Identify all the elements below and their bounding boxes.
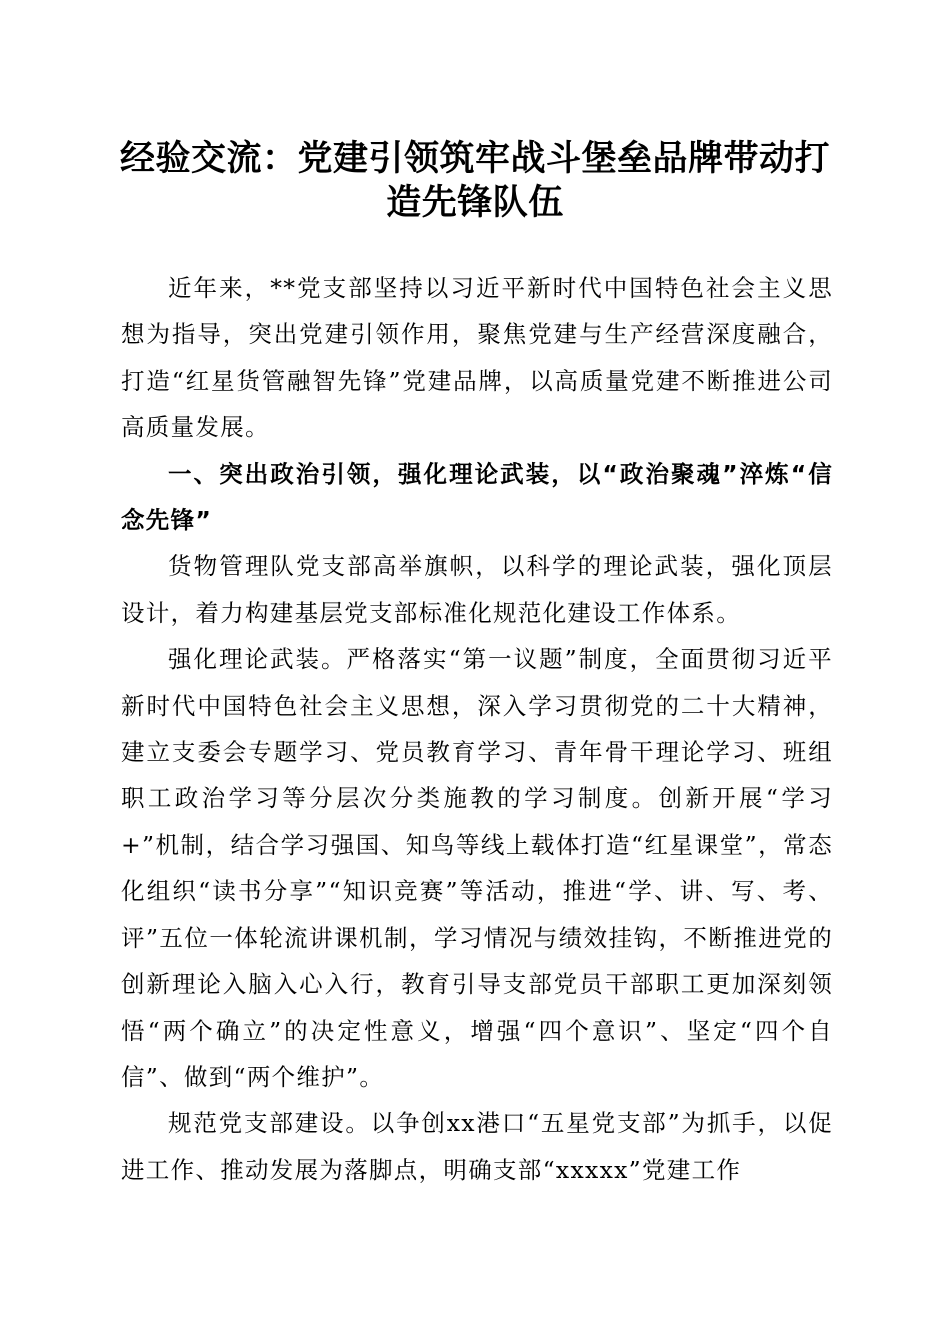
section-heading-1: 一、突出政治引领，强化理论武装，以“政治聚魂”淬炼“信念先锋” xyxy=(121,459,833,535)
document-title-line-1: 经验交流：党建引领筑牢战斗堡垒品牌带动打 xyxy=(119,138,830,179)
paragraph-section-1-intro: 货物管理队党支部高举旗帜，以科学的理论武装，强化顶层设计，着力构建基层党支部标准化规范化建设工作体系。 xyxy=(121,552,833,627)
document-body xyxy=(121,265,833,1193)
document-title-line-2: 造先锋队伍 xyxy=(386,182,564,223)
paragraph-party-branch-building: 规范党支部建设。以争创xx港口“五星党支部”为抓手，以促进工作、推动发展为落脚点，明确支部“xxxxx”党建工作 xyxy=(121,1109,833,1184)
paragraph-intro: 近年来，**党支部坚持以习近平新时代中国特色社会主义思想为指导，突出党建引领作用，聚焦党建与生产经营深度融合，打造“红星货管融智先锋”党建品牌，以高质量党建不断推进公司高质量发展。 xyxy=(121,274,833,442)
paragraph-theory-armament: 强化理论武装。严格落实“第一议题”制度，全面贯彻习近平新时代中国特色社会主义思想，深入学习贯彻党的二十大精神，建立支委会专题学习、党员教育学习、青年骨干理论学习、班组职工政治学习等分层次分类施教的学习制度。创新开展“学习+”机制，结合学习强国、知鸟等线上载体打造“红星课堂”，常态化组织“读书分享”“知识竞赛”等活动，推进“学、讲、写、考、评”五位一体轮流讲课机制，学习情况与绩效挂钩，不断推进党的创新理论入脑入心入行，教育引导支部党员干部职工更加深刻领悟“两个确立”的决定性意义，增强“四个意识”、坚定“四个自信”、做到“两个维护”。 xyxy=(121,645,833,1091)
